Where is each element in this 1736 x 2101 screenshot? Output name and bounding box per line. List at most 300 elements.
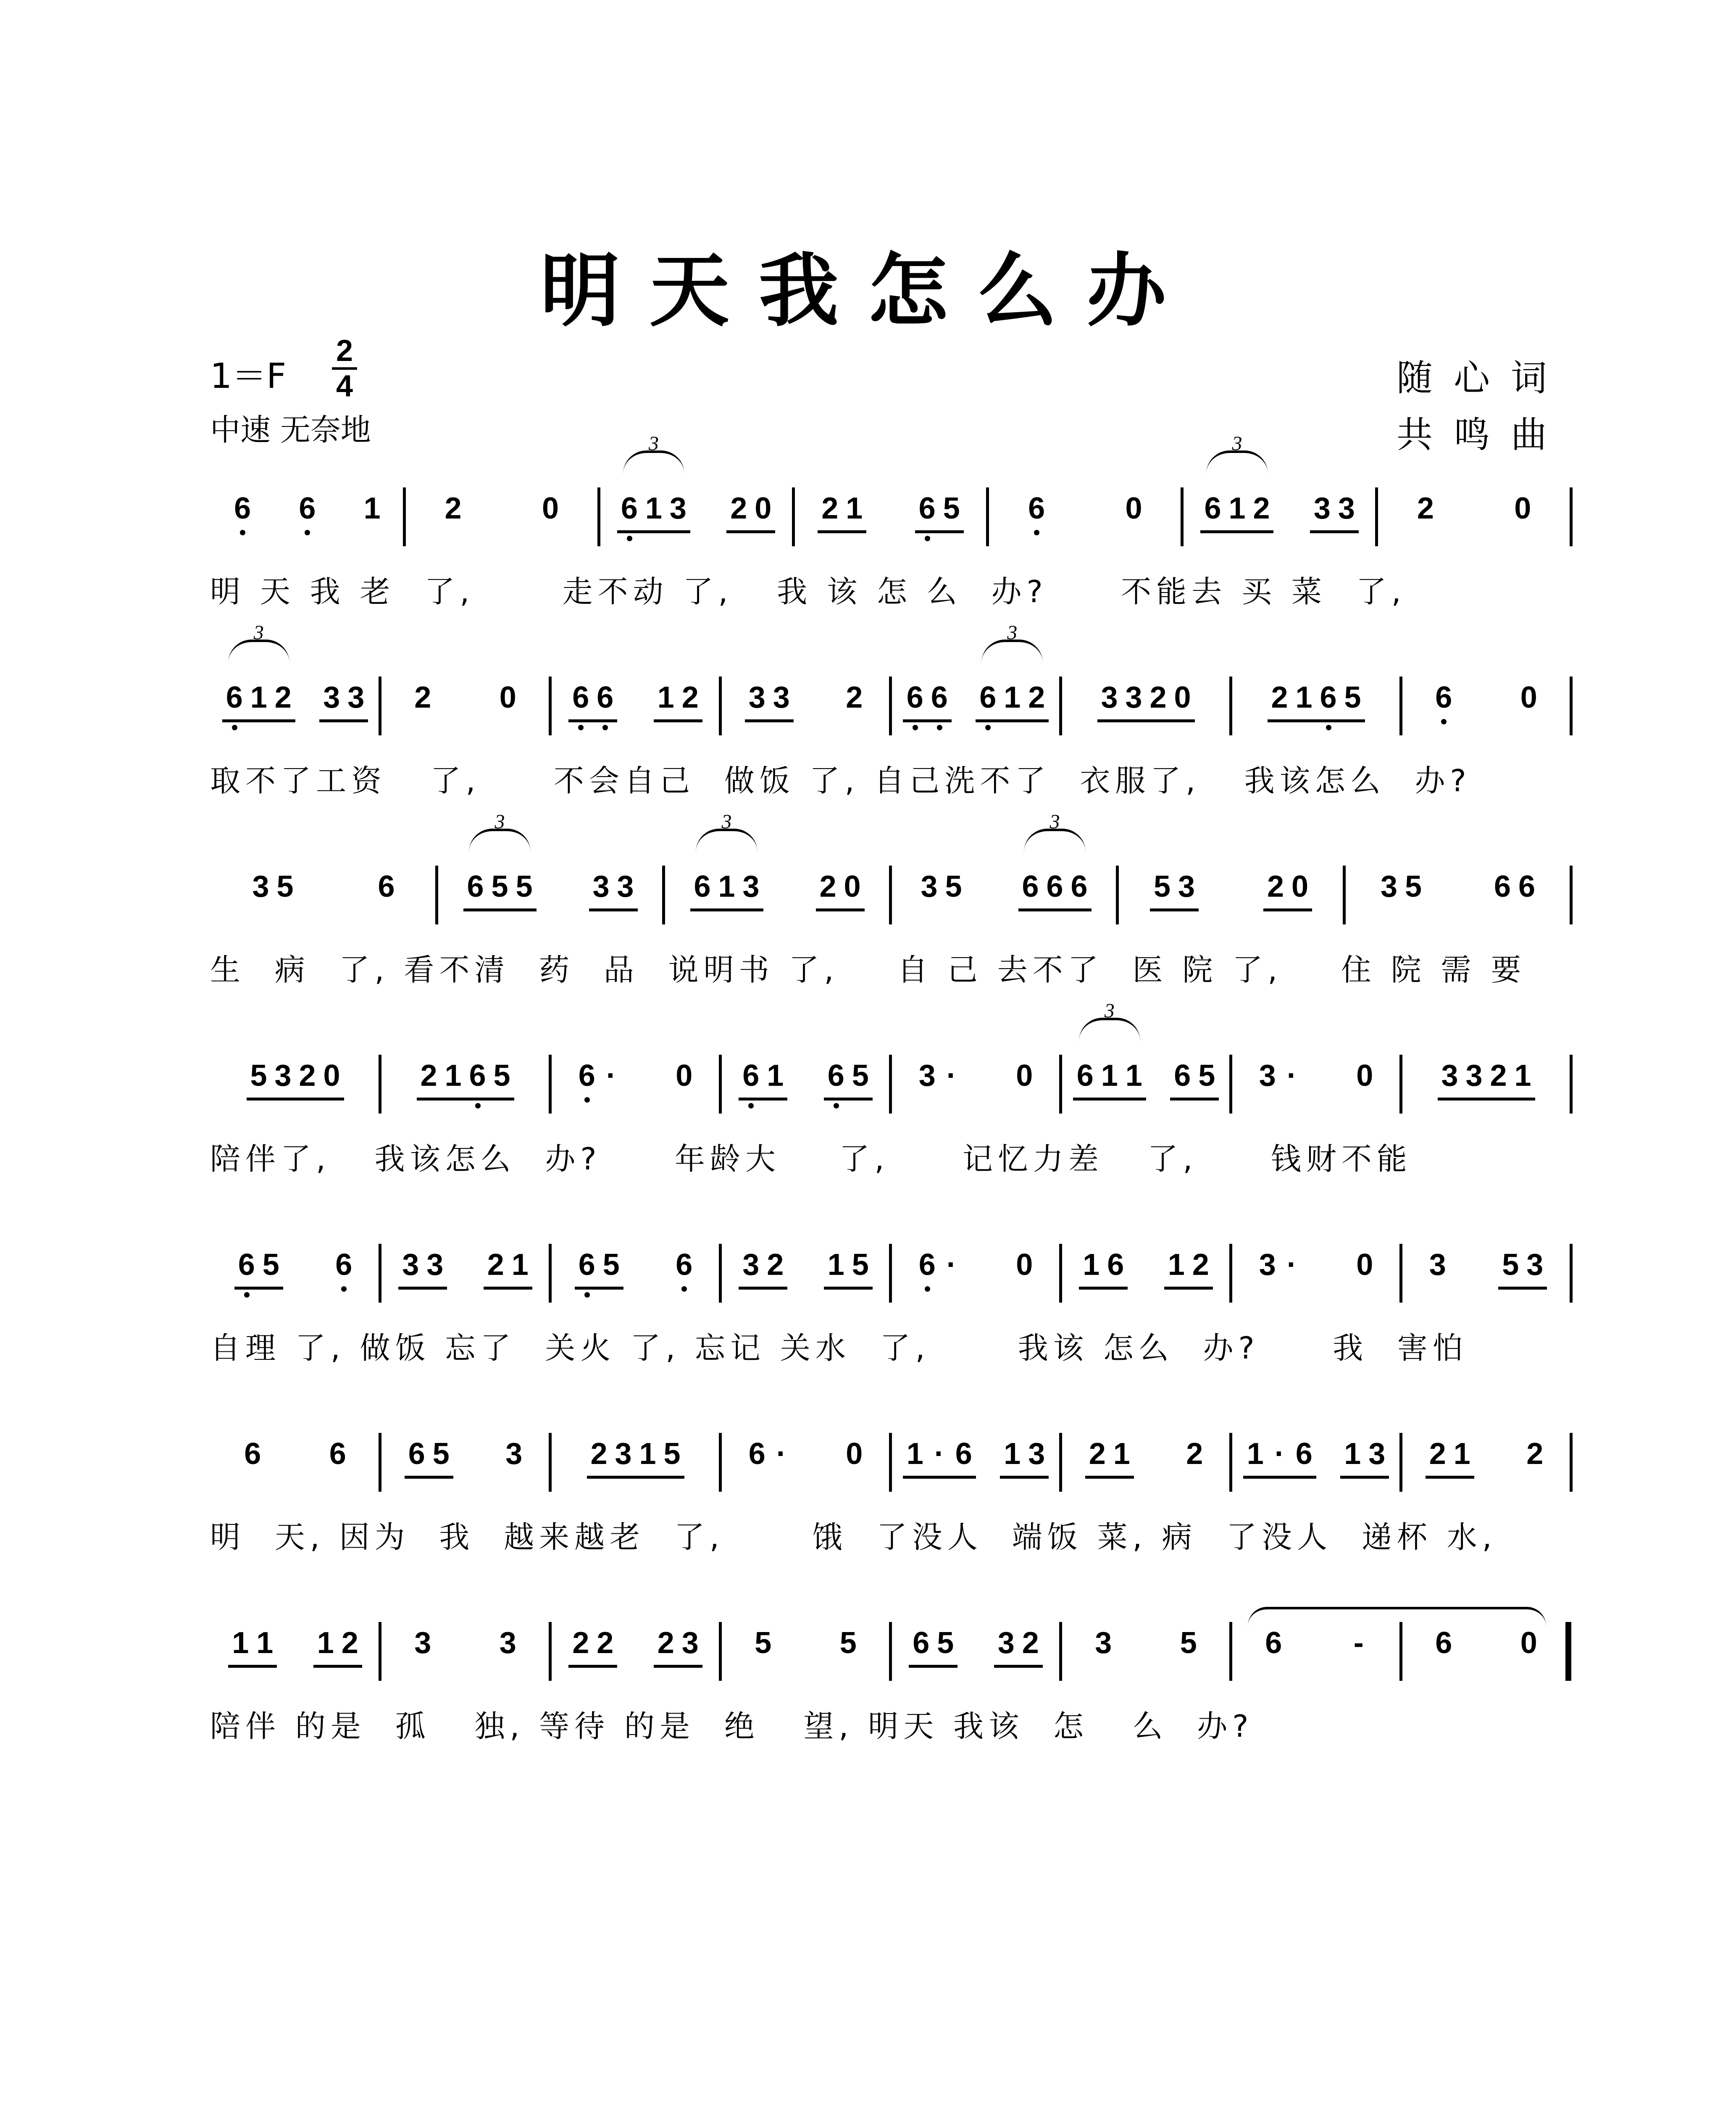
note-group: [441, 487, 466, 529]
key-signature: 1＝F: [210, 356, 287, 396]
note: 0: [1016, 1248, 1033, 1282]
note: ·: [946, 1059, 957, 1093]
note: 1: [1113, 1437, 1130, 1471]
note: 2: [846, 681, 863, 714]
note: 6: [1022, 870, 1039, 903]
note: 6: [927, 677, 952, 719]
note: 5: [1405, 870, 1422, 903]
note: 6: [378, 870, 395, 903]
barline: [1570, 1244, 1573, 1303]
note: 6: [230, 487, 255, 529]
triplet-number: 3: [1232, 432, 1242, 455]
note-group: [1523, 1433, 1547, 1475]
notation-line: [210, 1433, 1571, 1513]
measure: [794, 487, 988, 567]
note-group: [976, 621, 1049, 722]
note: 5: [755, 1626, 772, 1660]
note: 3: [323, 681, 340, 714]
note-group: [1018, 811, 1092, 911]
note: 6: [1071, 870, 1088, 903]
note-group: [824, 1244, 873, 1290]
note-group: [915, 1244, 964, 1286]
note: 0: [755, 492, 772, 525]
note-group: [1352, 1244, 1377, 1286]
measure: [380, 1244, 550, 1324]
score-system: [210, 1244, 1571, 1387]
note: 5: [493, 1059, 510, 1093]
note: 5: [602, 1248, 620, 1282]
note: 3: [1178, 870, 1195, 903]
note: ·: [934, 1437, 944, 1471]
note: 2: [1271, 681, 1288, 714]
note: 0: [846, 1437, 863, 1471]
measure: [599, 432, 794, 567]
note: 3: [1441, 1059, 1458, 1093]
note: 1: [363, 492, 381, 525]
notation-line: [210, 1000, 1571, 1135]
note: 2: [420, 1059, 437, 1093]
note: 0: [1016, 1059, 1033, 1093]
note: 6: [915, 1244, 939, 1286]
measure: [550, 1244, 721, 1324]
note: 0: [1520, 1626, 1537, 1660]
measure: [1231, 677, 1401, 756]
measure: [721, 1055, 891, 1135]
note-group: [1150, 866, 1199, 911]
note: 5: [852, 1059, 869, 1093]
note: 5: [945, 870, 962, 903]
note: 6: [824, 1055, 848, 1097]
measure: [721, 1622, 891, 1702]
note: 5: [276, 870, 294, 903]
note: 6: [568, 677, 593, 719]
note: 3: [1101, 681, 1118, 714]
note-group: [1012, 1244, 1036, 1286]
note-group: [1426, 1433, 1474, 1479]
note: 6: [222, 677, 247, 719]
note-group: [1517, 1622, 1541, 1664]
note-group: [230, 487, 255, 529]
measure: [380, 1622, 550, 1702]
measure: [721, 1244, 891, 1324]
note: 2: [414, 681, 431, 714]
note: 2: [681, 681, 699, 714]
note: 5: [1153, 870, 1171, 903]
note-group: [1347, 1622, 1371, 1664]
note: 6: [331, 1244, 356, 1286]
note: 2: [1490, 1059, 1507, 1093]
measure: [1231, 1244, 1401, 1324]
note: 1: [767, 1059, 784, 1093]
measure: [891, 1622, 1061, 1702]
note-group: [1255, 1055, 1304, 1097]
note-group: [1377, 866, 1426, 908]
triplet-number: 3: [1049, 811, 1060, 833]
tie-mark: [1248, 1607, 1546, 1626]
note: 6: [329, 1437, 346, 1471]
score-system: [210, 1622, 1571, 1765]
note-group: [1243, 1433, 1316, 1479]
note-group: [1510, 487, 1535, 529]
note: 3: [681, 1626, 699, 1660]
note: 6: [1107, 1248, 1124, 1282]
score-system: [210, 1433, 1571, 1576]
measure: [1401, 1055, 1571, 1135]
note-group: [575, 1055, 623, 1097]
notation-line: [210, 811, 1571, 945]
measure: [891, 621, 1061, 756]
score-system: [210, 1000, 1571, 1198]
triplet-mark: [1024, 811, 1085, 852]
note-group: [1498, 1244, 1547, 1290]
note: 1: [1101, 1059, 1118, 1093]
measure: [1061, 1433, 1231, 1513]
triplet-mark: [469, 811, 530, 852]
note-group: [496, 1622, 520, 1664]
note: 6: [1316, 677, 1341, 719]
note: ·: [776, 1437, 786, 1471]
note: 1: [317, 1626, 334, 1660]
note: 1: [906, 1437, 923, 1471]
note-group: [249, 866, 297, 908]
note: 3: [748, 681, 765, 714]
note-group: [326, 1433, 350, 1475]
note: 1: [445, 1059, 462, 1093]
note: 0: [499, 681, 516, 714]
note: 1: [511, 1248, 529, 1282]
measure: [210, 1244, 380, 1324]
note: 0: [1356, 1059, 1373, 1093]
note: 6: [575, 1055, 599, 1097]
note: 6: [575, 1244, 599, 1286]
note-group: [496, 677, 520, 719]
note: 2: [274, 681, 292, 714]
measure: [380, 1055, 550, 1135]
note: 6: [593, 677, 617, 719]
note: ·: [946, 1248, 957, 1282]
measure: [1061, 1244, 1231, 1324]
note-group: [1200, 432, 1273, 533]
barline: [1570, 677, 1573, 735]
lyrics-line: 明 天, 因为 我 越来越老 了, 饿 了没人 端饭 菜, 病 了没人 递杯 水,: [210, 1519, 1497, 1555]
note-group: [1182, 1433, 1207, 1475]
note: 1: [1344, 1437, 1361, 1471]
measure: [1344, 866, 1571, 945]
note-group: [824, 1055, 873, 1101]
notation-line: [210, 621, 1571, 756]
note-group: [654, 1622, 702, 1668]
note-group: [463, 811, 537, 911]
note-group: [654, 677, 702, 722]
note: 3: [347, 681, 365, 714]
note: 2: [1028, 681, 1045, 714]
note-group: [1263, 866, 1312, 911]
note: 3: [1380, 870, 1398, 903]
note-group: [690, 811, 763, 911]
note-group: [1024, 487, 1049, 529]
measure: [1231, 1055, 1401, 1135]
composer-credit: 共鸣曲: [1397, 414, 1568, 456]
note-group: [915, 487, 964, 533]
note: 2: [1526, 1437, 1544, 1471]
note: 3: [1259, 1248, 1276, 1282]
triplet-number: 3: [253, 621, 264, 644]
note: ·: [1286, 1248, 1297, 1282]
lyrics-line: 陪伴 的是 孤 独, 等待 的是 绝 望, 明天 我该 怎 么 办?: [210, 1709, 1254, 1744]
note: 6: [913, 1626, 930, 1660]
lyrics-line: 生 病 了, 看不清 药 品 说明书 了, 自 己 去不了 医 院 了, 住 院 需 要: [210, 952, 1526, 987]
note: 3: [1095, 1626, 1112, 1660]
note: ·: [1274, 1437, 1285, 1471]
note-group: [1431, 1622, 1456, 1664]
triplet-number: 3: [1007, 621, 1018, 644]
measure: [1231, 1433, 1401, 1513]
note-group: [1122, 487, 1146, 529]
note: 1: [645, 492, 662, 525]
note: 2: [1417, 492, 1434, 525]
note: 2: [590, 1437, 608, 1471]
measure: [380, 1433, 550, 1513]
note: 2: [1429, 1437, 1446, 1471]
note: 6: [1518, 870, 1536, 903]
note: 5: [663, 1437, 681, 1471]
note: 2: [767, 1248, 784, 1282]
note-group: [1310, 487, 1359, 533]
note-group: [1352, 1055, 1377, 1097]
note: 3: [1526, 1248, 1544, 1282]
measure: [891, 1055, 1061, 1135]
note: 1: [827, 1248, 844, 1282]
note: 6: [1174, 1059, 1191, 1093]
note: 6: [1024, 487, 1049, 529]
measure: [210, 1433, 380, 1513]
note: 6: [408, 1437, 425, 1471]
note: 3: [414, 1626, 431, 1660]
note: 0: [1125, 492, 1142, 525]
note: 6: [295, 487, 319, 529]
note-group: [1000, 1433, 1049, 1479]
measure: [1061, 677, 1231, 756]
note: 2: [597, 1626, 614, 1660]
note-group: [672, 1055, 696, 1097]
note: 5: [1198, 1059, 1215, 1093]
measure: [1401, 1433, 1571, 1513]
note: 2: [1253, 492, 1270, 525]
note: 3: [773, 681, 790, 714]
measure: [1061, 1622, 1231, 1702]
note: 2: [445, 492, 462, 525]
note: 3: [918, 1059, 936, 1093]
note: 5: [943, 492, 960, 525]
song-title: 明天我怎么办: [540, 244, 1196, 337]
note: 5: [432, 1437, 450, 1471]
note: 1: [1228, 492, 1246, 525]
note-group: [240, 1433, 265, 1475]
note: 5: [1502, 1248, 1519, 1282]
note-group: [1413, 487, 1438, 529]
measure: [1401, 1244, 1571, 1324]
note: 3: [1338, 492, 1355, 525]
note-group: [568, 1622, 617, 1668]
note-group: [672, 1244, 696, 1286]
triplet-number: 3: [494, 811, 505, 833]
measure: [721, 677, 891, 756]
note: 2: [487, 1248, 504, 1282]
note: 0: [1514, 492, 1531, 525]
triplet-mark: [623, 432, 684, 474]
barline: [1570, 1055, 1573, 1114]
score-system: [210, 811, 1571, 1008]
note: 3: [426, 1248, 444, 1282]
measure: [891, 811, 1118, 945]
note: 2: [1267, 870, 1284, 903]
note: 6: [1046, 870, 1063, 903]
note: 1: [1453, 1437, 1470, 1471]
note: 1: [657, 681, 674, 714]
note-group: [589, 866, 638, 911]
note: ·: [606, 1059, 616, 1093]
note-group: [295, 487, 319, 529]
note-group: [1261, 1622, 1286, 1664]
triplet-number: 3: [1104, 1000, 1115, 1022]
note: 6: [915, 487, 939, 529]
note: 3: [252, 870, 269, 903]
note: 3: [1368, 1437, 1386, 1471]
note: 6: [1494, 870, 1511, 903]
note-group: [903, 1433, 976, 1479]
note: 1: [1004, 681, 1021, 714]
note-group: [222, 621, 295, 722]
note: 3: [1028, 1437, 1045, 1471]
note: 1: [1125, 1059, 1142, 1093]
note: 0: [542, 492, 559, 525]
note: 2: [1192, 1248, 1209, 1282]
measure: [1061, 1000, 1231, 1135]
note: 0: [1174, 681, 1191, 714]
barline: [1570, 866, 1573, 924]
note-group: [538, 487, 563, 529]
note: 3: [742, 870, 760, 903]
triplet-mark: [696, 811, 757, 852]
note-group: [1426, 1244, 1450, 1286]
note: 1: [639, 1437, 656, 1471]
note-group: [331, 1244, 356, 1286]
measure: [210, 1055, 380, 1135]
note: 6: [955, 1437, 972, 1471]
note: 6: [244, 1437, 261, 1471]
note: 3: [997, 1626, 1015, 1660]
note-group: [842, 677, 866, 719]
measure: [891, 1433, 1061, 1513]
note: 6: [617, 487, 642, 529]
note: 6: [748, 1437, 765, 1471]
note: 1: [256, 1626, 274, 1660]
note: 2: [819, 870, 836, 903]
note-group: [405, 1433, 453, 1479]
note-group: [1079, 1244, 1128, 1290]
note-group: [842, 1433, 866, 1475]
note: 6: [1204, 492, 1221, 525]
measure: [1401, 677, 1571, 756]
note: 5: [262, 1248, 279, 1282]
note: 3: [921, 870, 938, 903]
notation-line: [210, 1244, 1571, 1324]
note: 2: [1089, 1437, 1106, 1471]
note-group: [1085, 1433, 1134, 1479]
note: 3: [1259, 1059, 1276, 1093]
barline: [1570, 1433, 1573, 1492]
note: 1: [1514, 1059, 1531, 1093]
note: 2: [572, 1626, 589, 1660]
note: 1: [1004, 1437, 1021, 1471]
note-group: [1091, 1622, 1115, 1664]
note: 5: [250, 1059, 267, 1093]
measure: [1377, 487, 1571, 567]
note: 3: [505, 1437, 523, 1471]
note-group: [1268, 677, 1365, 722]
note: 1: [1247, 1437, 1264, 1471]
measure: [210, 487, 405, 567]
note-group: [1164, 1244, 1213, 1290]
note: 0: [1356, 1248, 1373, 1282]
lyricist-credit: 随心词: [1397, 357, 1568, 399]
note: 2: [657, 1626, 674, 1660]
lyrics-line: 陪伴了, 我该怎么 办? 年龄大 了, 记忆力差 了, 钱财不能: [210, 1141, 1412, 1177]
note-group: [575, 1244, 623, 1290]
notation-line: [210, 1622, 1571, 1702]
note: 6: [672, 1244, 696, 1286]
note: 5: [491, 870, 508, 903]
note-group: [313, 1622, 362, 1668]
note-group: [1255, 1244, 1304, 1286]
note-group: [1073, 1000, 1146, 1101]
measure: [550, 1622, 721, 1702]
note-group: [1517, 677, 1541, 719]
triplet-mark: [228, 621, 289, 663]
note: 1: [1295, 681, 1313, 714]
note: 5: [1180, 1626, 1197, 1660]
triplet-mark: [981, 621, 1043, 663]
measure: [210, 866, 437, 945]
note-group: [374, 866, 399, 908]
note: -: [1353, 1626, 1364, 1660]
note-group: [745, 677, 794, 722]
measure: [891, 1244, 1061, 1324]
note: 5: [1344, 681, 1361, 714]
barline: [1565, 1622, 1571, 1681]
note: 3: [1125, 681, 1142, 714]
note: 6: [1431, 677, 1456, 719]
note-group: [502, 1433, 526, 1475]
note: 6: [1265, 1626, 1282, 1660]
measure: [550, 1433, 721, 1513]
note: 5: [839, 1626, 857, 1660]
note: 5: [852, 1248, 869, 1282]
note-group: [903, 677, 952, 722]
note: 3: [669, 492, 687, 525]
note-group: [915, 1055, 964, 1097]
measure: [550, 1055, 721, 1135]
note-group: [410, 1622, 435, 1664]
note: 3: [617, 870, 634, 903]
note: 2: [341, 1626, 358, 1660]
note: ·: [1286, 1059, 1297, 1093]
note: 6: [467, 870, 484, 903]
time-signature: [332, 336, 357, 401]
note: 6: [466, 1055, 490, 1097]
note-group: [1097, 677, 1195, 722]
note: 6: [976, 677, 1000, 719]
